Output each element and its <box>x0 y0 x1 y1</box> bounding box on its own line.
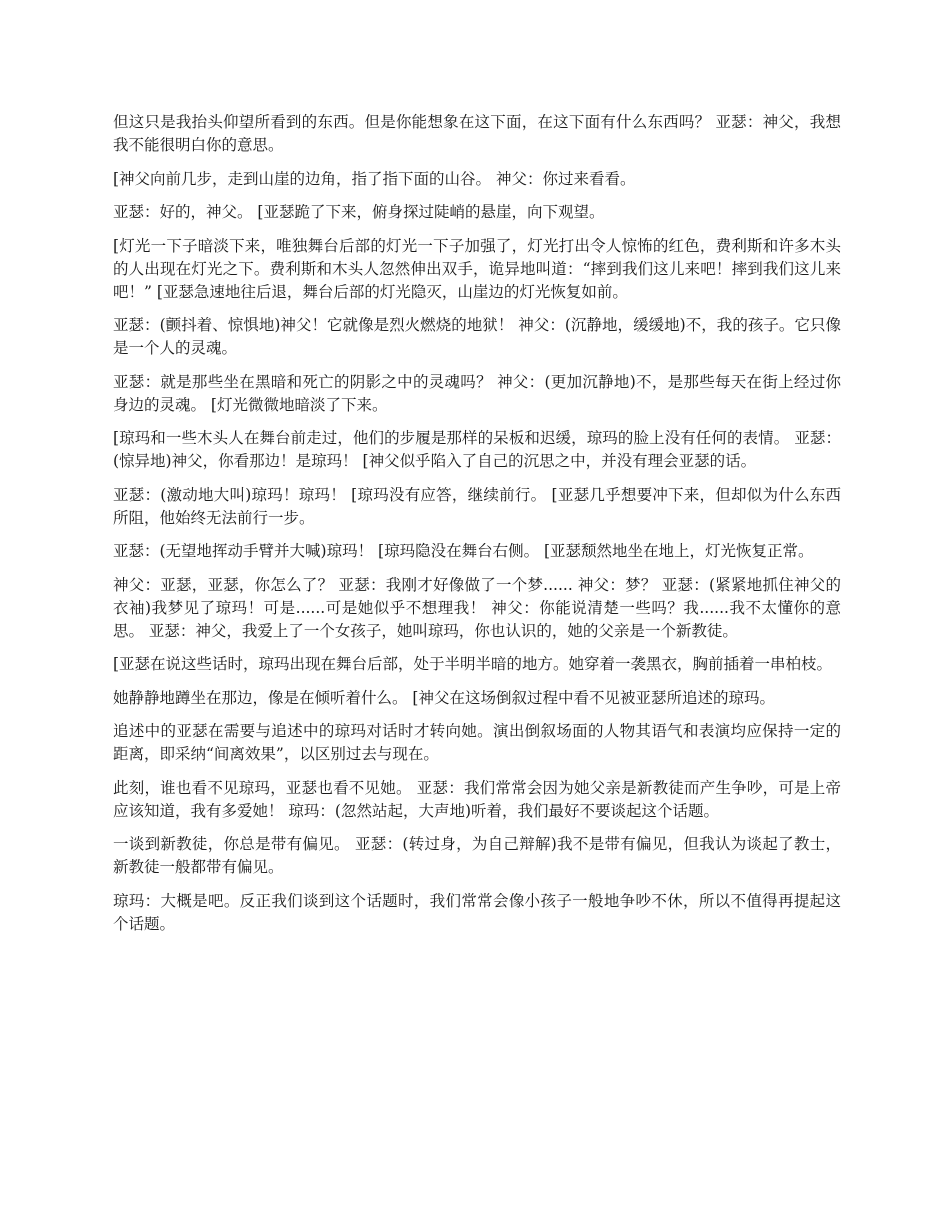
document-page <box>113 111 841 946</box>
paragraph-4: [灯光一下子暗淡下来，唯独舞台后部的灯光一下子加强了，灯光打出令人惊怖的红色，费利斯和许多木头的人出现在灯光之下。费利斯和木头人忽然伸出双手，诡异地叫道：“摔到我们这儿来吧！摔到我们这儿来吧！” [亚瑟急速地往后退，舞台后部的灯光隐灭，山崖边的灯光恢复如前。 <box>113 236 841 301</box>
paragraph-14: 此刻，谁也看不见琼玛，亚瑟也看不见她。 亚瑟：我们常常会因为她父亲是新教徒而产生争吵，可是上帝应该知道，我有多爱她！ 琼玛：(忽然站起，大声地)听着，我们最好不要谈起这个话题。 <box>113 778 841 820</box>
paragraph-5: 亚瑟：(颤抖着、惊惧地)神父！它就像是烈火燃烧的地狱！ 神父：(沉静地，缓缓地)不，我的孩子。它只像是一个人的灵魂。 <box>113 316 841 357</box>
paragraph-9: 亚瑟：(无望地挥动手臂并大喊)琼玛！ [琼玛隐没在舞台右侧。 [亚瑟颓然地坐在地上，灯光恢复正常。 <box>113 542 814 560</box>
paragraph-7: [琼玛和一些木头人在舞台前走过，他们的步履是那样的呆板和迟缓，琼玛的脸上没有任何的表情。 亚瑟：(惊异地)神父，你看那边！是琼玛！ [神父似乎陷入了自己的沉思之中，并没有理会亚瑟的话。 <box>113 429 841 470</box>
paragraph-1: 但这只是我抬头仰望所看到的东西。但是你能想象在这下面，在这下面有什么东西吗？ 亚瑟：神父，我想我不能很明白你的意思。 <box>113 113 841 154</box>
paragraph-11: [亚瑟在说这些话时，琼玛出现在舞台后部，处于半明半暗的地方。她穿着一袭黑衣，胸前插着一串柏枝。 <box>113 655 833 673</box>
paragraph-15: 一谈到新教徒，你总是带有偏见。 亚瑟：(转过身，为自己辩解)我不是带有偏见，但我认为谈起了教士，新教徒一般都带有偏见。 <box>113 835 841 876</box>
paragraph-2: [神父向前几步，走到山崖的边角，指了指下面的山谷。 神父：你过来看看。 <box>113 169 636 188</box>
paragraph-6: 亚瑟：就是那些坐在黑暗和死亡的阴影之中的灵魂吗？ 神父：(更加沉静地)不，是那些每天在街上经过你身边的灵魂。 [灯光微微地暗淡了下来。 <box>113 372 841 414</box>
paragraph-3: 亚瑟：好的，神父。 [亚瑟跪了下来，俯身探过陡峭的悬崖，向下观望。 <box>113 203 605 221</box>
paragraph-13: 追述中的亚瑟在需要与追述中的琼玛对话时才转向她。演出倒叙场面的人物其语气和表演均应保持一定的距离，即采纳“间离效果”，以区别过去与现在。 <box>113 722 841 763</box>
paragraph-16: 琼玛：大概是吧。反正我们谈到这个话题时，我们常常会像小孩子一般地争吵不休，所以不值得再提起这个话题。 <box>113 891 841 933</box>
paragraph-8: 亚瑟：(激动地大叫)琼玛！琼玛！ [琼玛没有应答，继续前行。 [亚瑟几乎想要冲下来，但却似为什么东西所阻，他始终无法前行一步。 <box>113 485 841 527</box>
paragraph-12: 她静静地蹲坐在那边，像是在倾听着什么。 [神父在这场倒叙过程中看不见被亚瑟所追述的琼玛。 <box>113 688 775 707</box>
paragraph-10: 神父：亚瑟，亚瑟，你怎么了？ 亚瑟：我刚才好像做了一个梦...... 神父：梦？ 亚瑟：(紧紧地抓住神父的衣袖)我梦见了琼玛！可是......可是她似乎不想理我！ 神父：你能说清楚一些吗？我......我不太懂你的意思。 亚瑟：神父，我爱上了一个女孩子，她叫琼玛，你也认识的，她的父亲是一个新教徒。 <box>113 575 841 640</box>
